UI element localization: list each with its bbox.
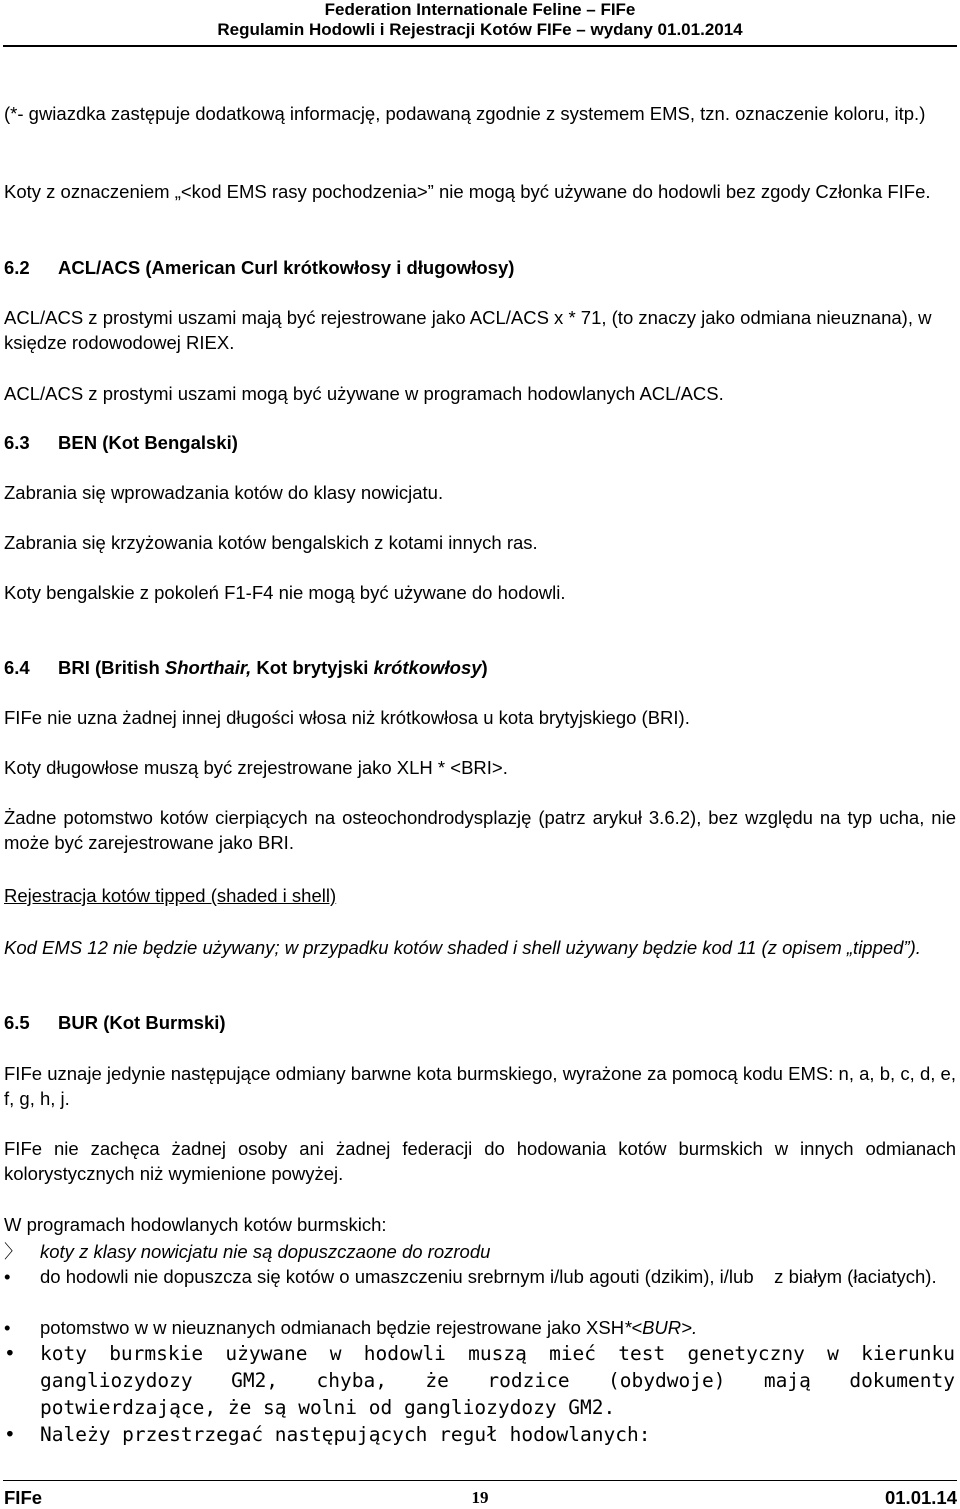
paragraph-ben-generations: Koty bengalskie z pokoleń F1-F4 nie mogą być używane do hodowli.	[4, 582, 566, 603]
list-bullet-marker: •	[4, 1423, 16, 1446]
section-title: BEN (Kot Bengalski)	[58, 432, 238, 453]
list-bullet-marker: 〉	[4, 1241, 23, 1262]
list-bullet-marker: •	[4, 1342, 16, 1365]
page-number: 19	[471, 1488, 489, 1507]
list-item-text: koty burmskie używane w hodowli muszą mieć test genetyczny w kierunku gangliozydozy GM2, chyba, że rodzice (obydwoje) mają dokumenty potwierdzające, że są wolni od gangliozydozy GM2.	[40, 1342, 955, 1419]
list-bullet-marker: •	[4, 1317, 11, 1338]
section-heading-6-3	[4, 430, 238, 455]
list-item-text: do hodowli nie dopuszcza się kotów o umaszczeniu srebrnym i/lub agouti (dzikim), i/lub z białym (łaciatych).	[40, 1266, 937, 1287]
section-title-part: Kot brytyjski	[251, 657, 374, 678]
list-item-text-part: potomstwo w w nieuznanych odmianach będzie rejestrowane jako XSH	[40, 1317, 625, 1338]
paragraph-bri-longhair: Koty długowłose muszą być zrejestrowane jako XLH * <BRI>.	[4, 757, 508, 778]
paragraph-origin-code: Koty z oznaczeniem „<kod EMS rasy pochodzenia>” nie mogą być używane do hodowli bez zgody Członka FIFe.	[4, 181, 931, 202]
header-divider	[3, 45, 957, 47]
list-item-text: Należy przestrzegać następujących reguł hodowlanych:	[40, 1423, 651, 1446]
page-footer	[0, 1481, 960, 1507]
section-heading-6-4	[4, 655, 488, 680]
list-item-text-part: *<BUR>.	[624, 1317, 698, 1338]
paragraph-ben-novice: Zabrania się wprowadzania kotów do klasy nowicjatu.	[4, 482, 444, 503]
section-heading-6-5	[4, 1010, 226, 1035]
paragraph-asterisk-note: (*- gwiazdka zastępuje dodatkową informację, podawaną zgodnie z systemem EMS, tzn. oznaczenie koloru, itp.)	[4, 103, 926, 124]
list-item-text: koty z klasy nowicjatu nie są dopuszczaone do rozrodu	[40, 1241, 491, 1262]
section-number: 6.4	[4, 657, 30, 678]
section-title: ACL/ACS (American Curl krótkowłosy i długowłosy)	[58, 257, 515, 278]
header-document-title: Regulamin Hodowli i Rejestracji Kotów FIFe – wydany 01.01.2014	[217, 20, 743, 39]
paragraph-bur-other-colours: FIFe nie zachęca żadnej osoby ani żadnej federacji do hodowania kotów burmskich w innych odmianach kolorystycznych niż wymienione powyżej.	[4, 1138, 956, 1184]
section-title-part: BRI (British	[58, 657, 165, 678]
paragraph-bur-colours: FIFe uznaje jedynie następujące odmiany barwne kota burmskiego, wyrażone za pomocą kodu EMS: n, a, b, c, d, e, f, g, h, j.	[4, 1063, 956, 1109]
paragraph-tipped-code: Kod EMS 12 nie będzie używany; w przypadku kotów shaded i shell używany będzie kod 11 (z opisem „tipped”).	[4, 937, 921, 958]
section-title-part: )	[481, 657, 488, 678]
list-item-text	[40, 1315, 955, 1340]
subheading-tipped-registration: Rejestracja kotów tipped (shaded i shell)	[4, 885, 337, 906]
section-number: 6.2	[4, 257, 30, 278]
paragraph-bur-programs: W programach hodowlanych kotów burmskich:	[4, 1214, 387, 1235]
paragraph-acl-registration: ACL/ACS z prostymi uszami mają być rejestrowane jako ACL/ACS x * 71, (to znaczy jako odmiana nieuznana), w księdze rodowodowej RIEX.	[4, 307, 932, 353]
section-heading-6-2	[4, 255, 514, 280]
section-number: 6.3	[4, 432, 30, 453]
paragraph-bri-osteochondrodysplasia: Żadne potomstwo kotów cierpiących na osteochondrodysplazję (patrz arykuł 3.6.2), bez względu na typ ucha, nie może być zarejestrowane jako BRI.	[4, 807, 956, 853]
list-bullet-marker: •	[4, 1266, 11, 1287]
section-title-part: Shorthair,	[164, 657, 252, 678]
header-organization: Federation Internationale Feline – FIFe	[324, 0, 636, 19]
section-title-part: krótkowłosy	[373, 657, 482, 678]
footer-organization: FIFe	[4, 1487, 43, 1508]
section-number: 6.5	[4, 1012, 30, 1033]
paragraph-bri-hair-length: FIFe nie uzna żadnej innej długości włosa niż krótkowłosa u kota brytyjskiego (BRI).	[4, 707, 690, 728]
section-title: BUR (Kot Burmski)	[58, 1012, 226, 1033]
paragraph-acl-breeding: ACL/ACS z prostymi uszami mogą być używane w programach hodowlanych ACL/ACS.	[4, 383, 724, 404]
footer-date: 01.01.14	[884, 1487, 957, 1508]
paragraph-ben-crossing: Zabrania się krzyżowania kotów bengalskich z kotami innych ras.	[4, 532, 538, 553]
